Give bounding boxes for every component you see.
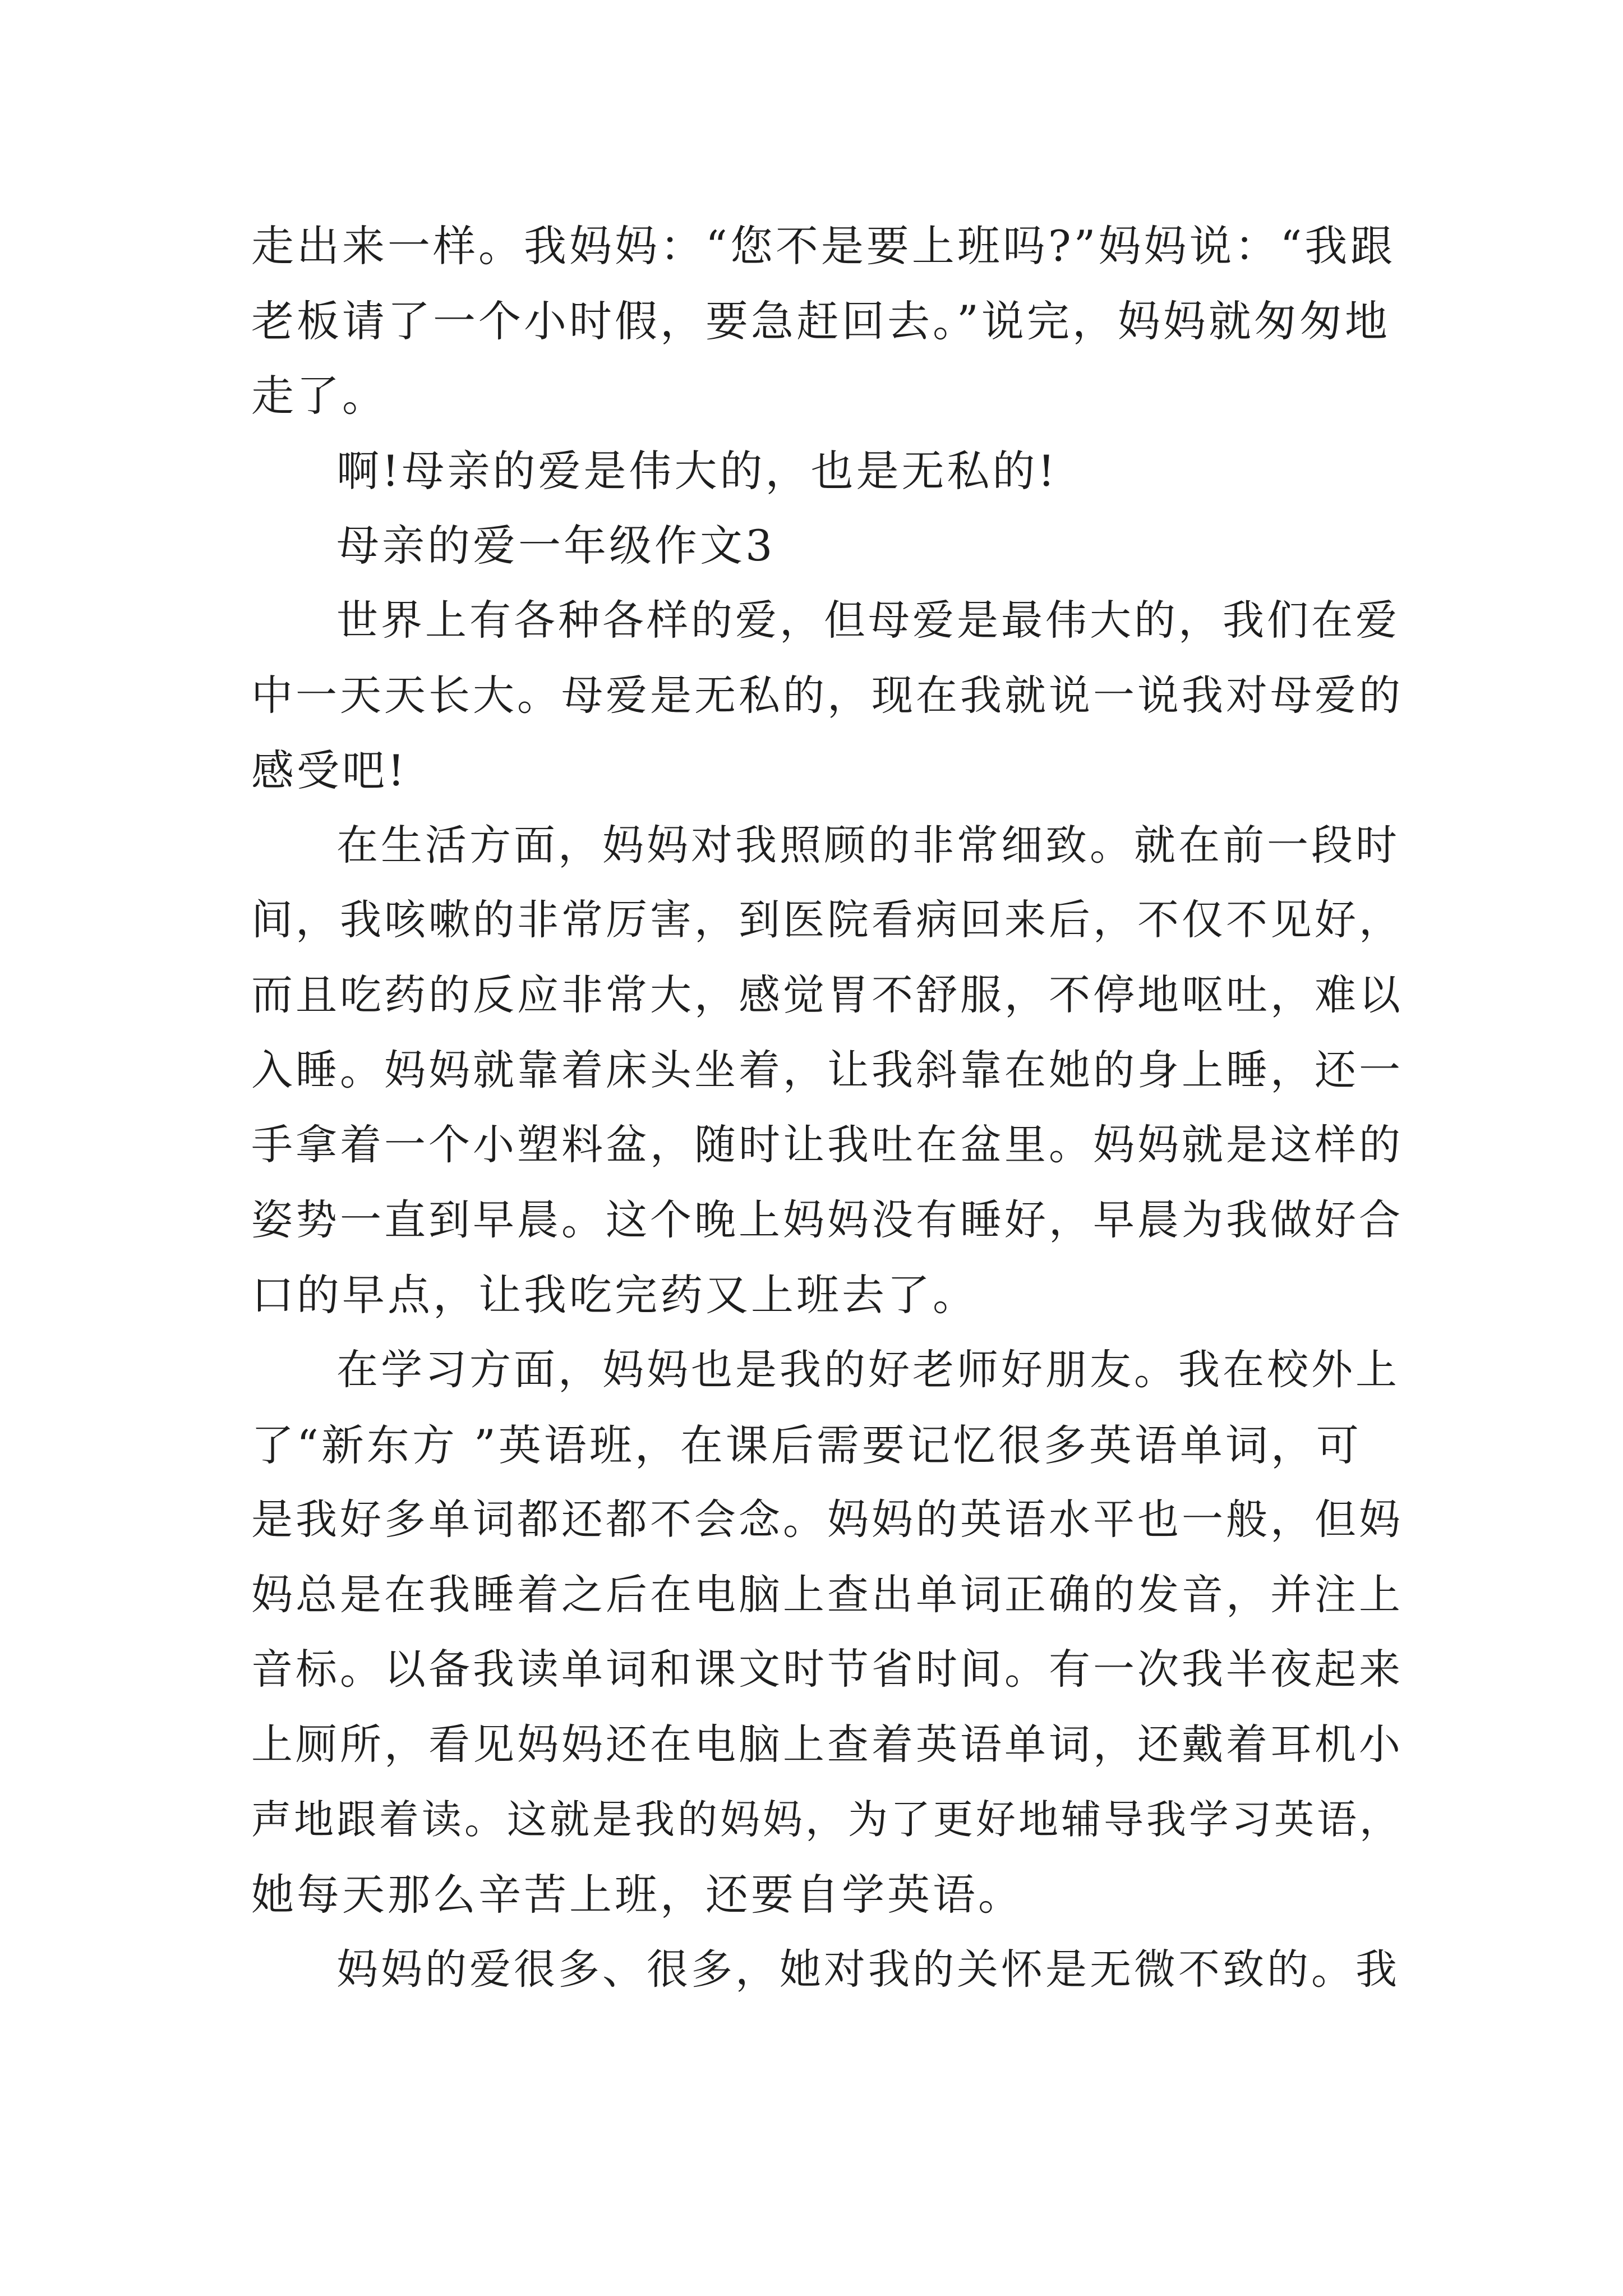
text-line: 音标。以备我读单词和课文时节省时间。有一次我半夜起来: [251, 1645, 1403, 1694]
text-line: 声地跟着读。这就是我的妈妈，为了更好地辅导我学习英语，: [251, 1796, 1403, 1843]
text-line: 她每天那么辛苦上班，还要自学英语。: [251, 1870, 1023, 1920]
text-line: 中一天天长大。母爱是无私的，现在我就说一说我对母爱的: [251, 671, 1403, 720]
text-line: 感受吧!: [251, 746, 408, 796]
text-line: 上厕所，看见妈妈还在电脑上查着英语单词，还戴着耳机小: [251, 1720, 1403, 1769]
text-line: 手拿着一个小塑料盆，随时让我吐在盆里。妈妈就是这样的: [251, 1121, 1403, 1170]
paragraph-first-line: 母亲的爱一年级作文3: [336, 521, 776, 571]
text-line: 走出来一样。我妈妈：“您不是要上班吗?”妈妈说：“我跟: [251, 221, 1396, 271]
text-line: 老板请了一个小时假，要急赶回去。”说完，妈妈就匆匆地: [251, 296, 1390, 346]
text-line: 是我好多单词都还都不会念。妈妈的英语水平也一般，但妈: [251, 1496, 1403, 1544]
text-line: 间，我咳嗽的非常厉害，到医院看病回来后，不仅不见好，: [251, 896, 1403, 945]
paragraph-first-line: 在生活方面，妈妈对我照顾的非常细致。就在前一段时: [336, 821, 1400, 869]
text-line: 妈总是在我睡着之后在电脑上查出单词正确的发音，并注上: [251, 1570, 1403, 1619]
text-line: 走了。: [251, 371, 388, 421]
text-line: 口的早点，让我吃完药又上班去了。: [251, 1270, 978, 1320]
text-line: 了“新东方 ”英语班，在课后需要记忆很多英语单词，可: [251, 1420, 1362, 1470]
text-line: 入睡。妈妈就靠着床头坐着，让我斜靠在她的身上睡，还一: [251, 1046, 1403, 1094]
text-line: 姿势一直到早晨。这个晚上妈妈没有睡好，早晨为我做好合: [251, 1195, 1403, 1244]
paragraph-first-line: 妈妈的爱很多、很多，她对我的关怀是无微不致的。我: [336, 1945, 1400, 1994]
document-body: [251, 209, 1407, 2007]
text-line: 而且吃药的反应非常大，感觉胃不舒服，不停地呕吐，难以: [251, 970, 1403, 1019]
paragraph-first-line: 世界上有各种各样的爱，但母爱是最伟大的，我们在爱: [336, 596, 1400, 645]
paragraph-first-line: 啊!母亲的爱是伟大的，也是无私的!: [336, 445, 1058, 496]
paragraph-first-line: 在学习方面，妈妈也是我的好老师好朋友。我在校外上: [336, 1345, 1400, 1394]
